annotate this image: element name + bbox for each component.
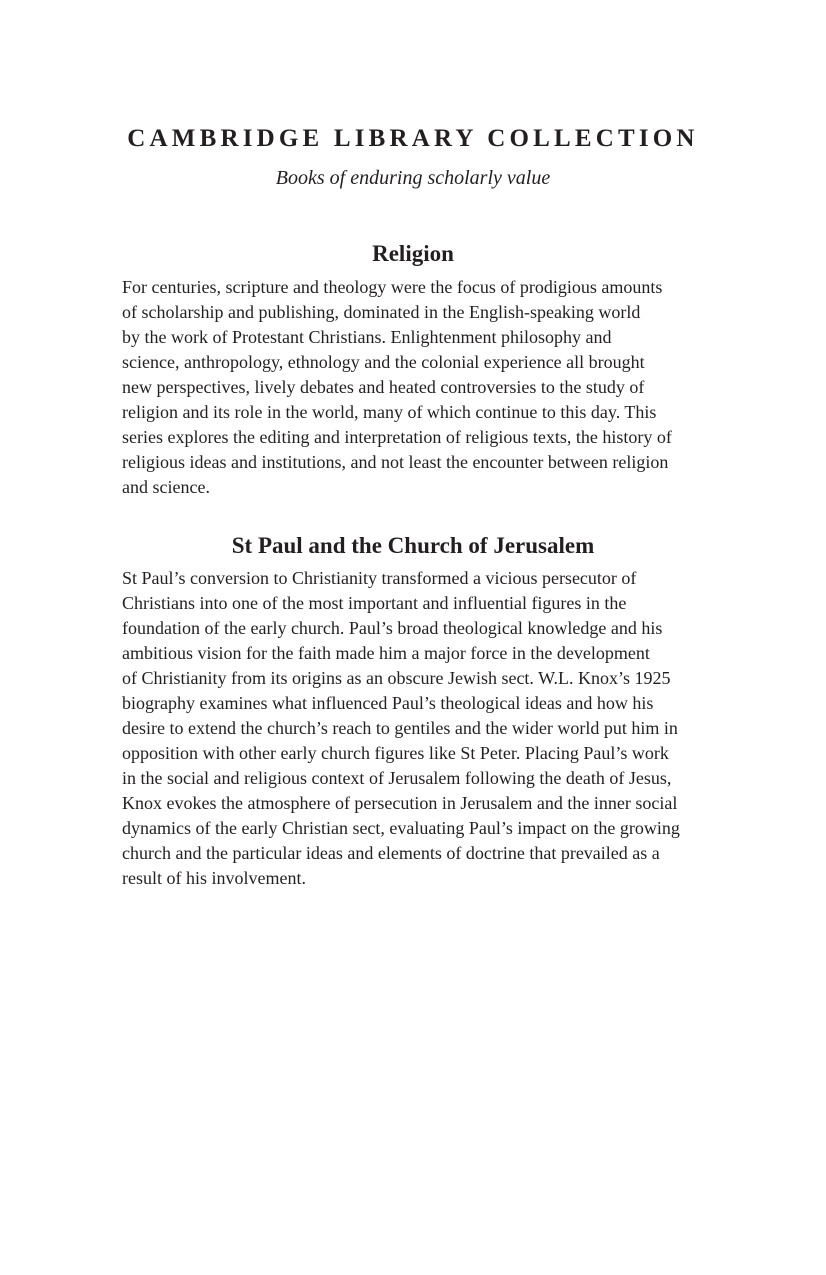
text-line: church and the particular ideas and elements of doctrine that prevailed as a — [122, 843, 660, 863]
text-line: Knox evokes the atmosphere of persecution in Jerusalem and the inner social — [122, 793, 678, 813]
text-line: new perspectives, lively debates and heated controversies to the study of — [122, 377, 645, 397]
text-line: of Christianity from its origins as an obscure Jewish sect. W.L. Knox’s 1925 — [122, 668, 671, 688]
text-line: Christians into one of the most important and influential figures in the — [122, 593, 627, 613]
text-line: desire to extend the church’s reach to gentiles and the wider world put him in — [122, 718, 678, 738]
text-line: biography examines what influenced Paul’s theological ideas and how his — [122, 693, 654, 713]
text-line: religious ideas and institutions, and not least the encounter between religion — [122, 452, 669, 472]
text-line: dynamics of the early Christian sect, evaluating Paul’s impact on the growing — [122, 818, 680, 838]
text-line: in the social and religious context of Jerusalem following the death of Jesus, — [122, 768, 672, 788]
text-line: ambitious vision for the faith made him a major force in the development — [122, 643, 650, 663]
text-line: of scholarship and publishing, dominated in the English-speaking world — [122, 302, 641, 322]
text-line: opposition with other early church figures like St Peter. Placing Paul’s work — [122, 743, 669, 763]
text-line: foundation of the early church. Paul’s broad theological knowledge and his — [122, 618, 663, 638]
text-line: St Paul’s conversion to Christianity transformed a vicious persecutor of — [122, 568, 637, 588]
text-line: For centuries, scripture and theology were the focus of prodigious amounts — [122, 277, 663, 297]
book-description — [122, 566, 712, 891]
religion-heading: Religion — [372, 241, 454, 266]
text-line: series explores the editing and interpretation of religious texts, the history of — [122, 427, 672, 447]
book-title-heading: St Paul and the Church of Jerusalem — [231, 533, 595, 558]
text-line: by the work of Protestant Christians. Enlightenment philosophy and — [122, 327, 612, 347]
text-line: religion and its role in the world, many of which continue to this day. This — [122, 402, 657, 422]
series-title: CAMBRIDGE LIBRARY COLLECTION — [127, 125, 699, 152]
text-line: science, anthropology, ethnology and the colonial experience all brought — [122, 352, 645, 372]
religion-description — [122, 275, 712, 500]
text-line: result of his involvement. — [122, 868, 306, 888]
series-subtitle: Books of enduring scholarly value — [275, 167, 551, 189]
text-line: and science. — [122, 477, 210, 497]
